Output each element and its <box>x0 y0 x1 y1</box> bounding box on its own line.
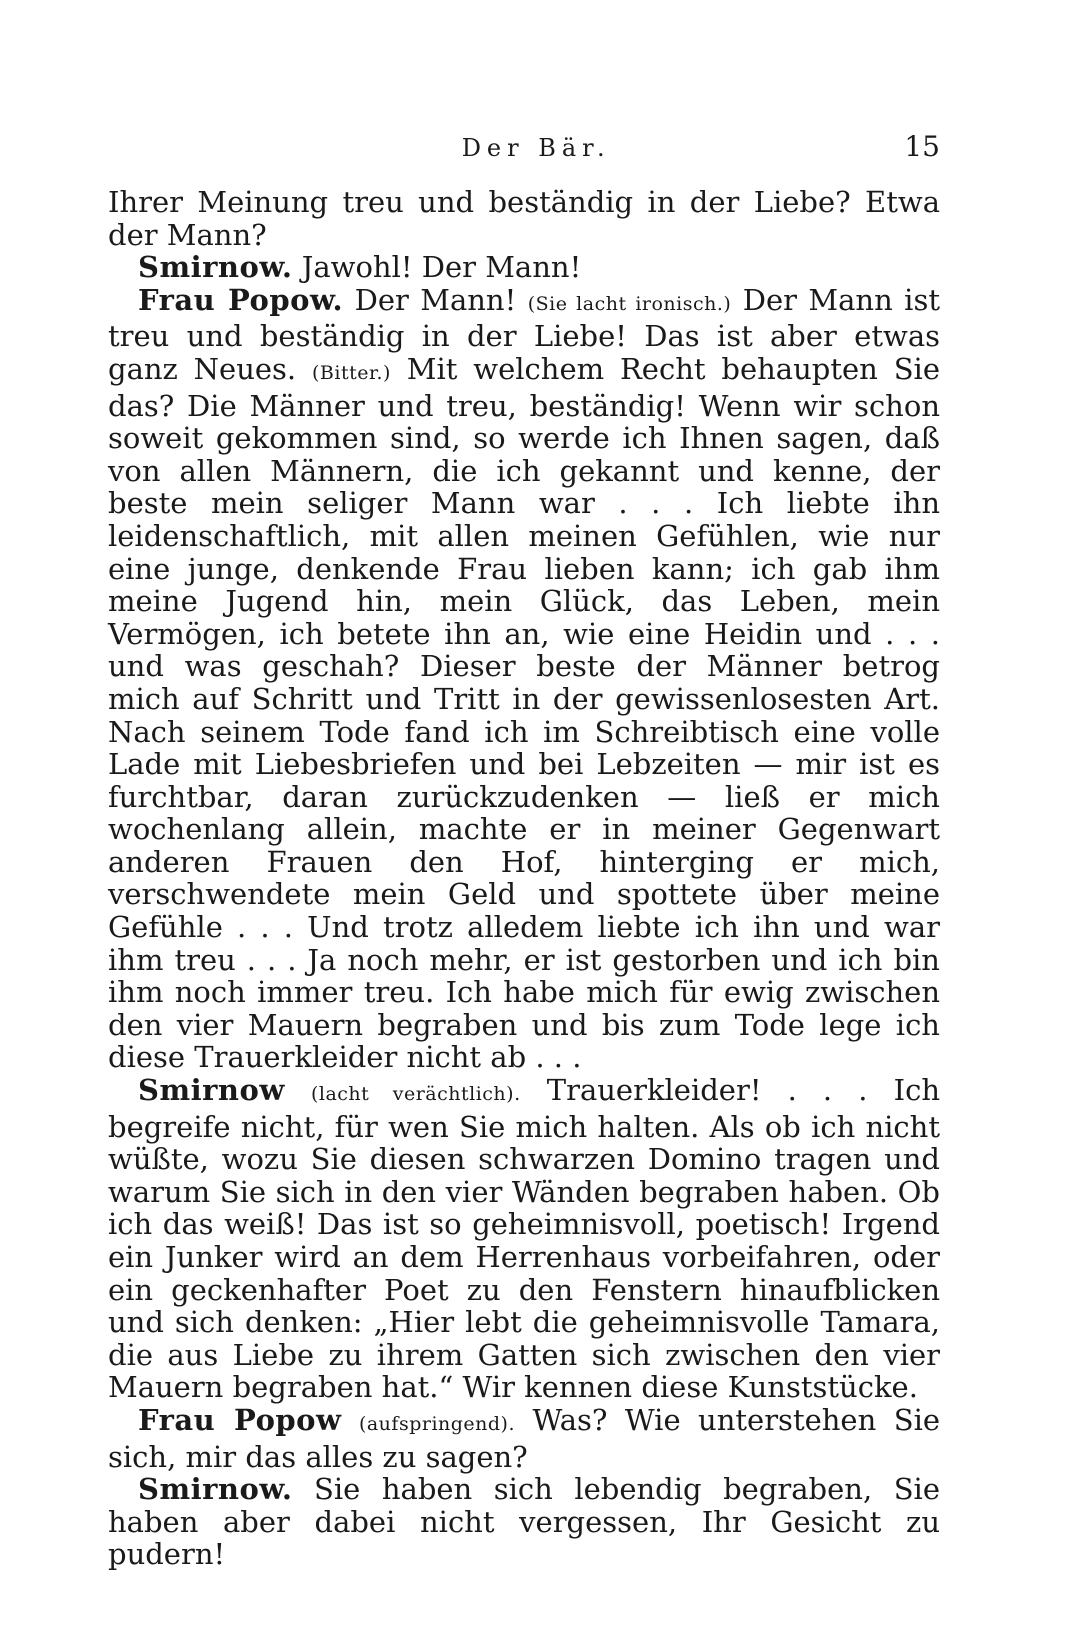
speech-text: Jawohl! Der Mann! <box>292 250 582 285</box>
page-number: 15 <box>904 130 940 163</box>
speech-paragraph <box>108 1074 940 1404</box>
speaker-name: Smirnow. <box>138 1472 293 1507</box>
speech-text: Der Mann ist treu und beständig in der Liebe! Das ist aber etwas ganz Neues. <box>108 282 940 386</box>
stage-direction: (Sie lacht ironisch.) <box>527 292 732 315</box>
speech-text: Trauerkleider! . . . Ich begreife nicht, für wen Sie mich halten. Als ob ich nicht wüßte, wozu Sie diesen schwarzen Domino tragen und warum Sie sich in den vier Wänden begraben haben. Ob ich das weiß! Das ist so geheimnisvoll, poetisch! Irgend ein Junker wird an dem Herrenhaus vorbeifahren, oder ein geckenhafter Poet zu den Fenstern hinaufblicken und sich denken: „Hier lebt die geheimnisvolle Tamara, die aus Liebe zu ihrem Gatten sich zwischen den vier Mauern begraben hat.“ Wir kennen diese Kunststücke. <box>108 1073 940 1405</box>
stage-direction: (aufspringend). <box>358 1412 516 1435</box>
speech-text <box>285 1073 311 1107</box>
speech-paragraph <box>108 251 940 284</box>
speech-text: Sie haben sich lebendig begraben, Sie haben aber dabei nicht vergessen, Ihr Gesicht zu pudern! <box>108 1472 940 1572</box>
speaker-name: Smirnow <box>138 1073 285 1108</box>
continued-paragraph <box>108 186 940 251</box>
speaker-name: Smirnow. <box>138 250 293 285</box>
speech-paragraph <box>108 284 940 1074</box>
stage-direction: (lacht verächtlich). <box>310 1083 521 1106</box>
speech-paragraph <box>108 1404 940 1473</box>
speaker-name: Frau Popow. <box>138 282 344 317</box>
speaker-name: Frau Popow <box>138 1402 342 1437</box>
speech-paragraph <box>108 1473 940 1571</box>
running-title: Der Bär. <box>461 134 611 162</box>
speech-text: Ihrer Meinung treu und beständig in der Liebe? Etwa der Mann? <box>108 185 940 252</box>
speech-text: Der Mann! <box>343 282 528 317</box>
speech-text: Was? Wie unterstehen Sie sich, mir das alles zu sagen? <box>108 1402 941 1474</box>
page-body <box>108 186 940 1571</box>
speech-text: Mit welchem Recht behaupten Sie das? Die Männer und treu, beständig! Wenn wir schon soweit gekommen sind, so werde ich Ihnen sagen, daß von allen Männern, die ich gekannt und kenne, der beste mein seliger Mann war . . . Ich liebte ihn leidenschaftlich, mit allen meinen Gefühlen, wie nur eine junge, denkende Frau lieben kann; ich gab ihm meine Jugend hin, mein Glück, das Leben, mein Vermögen, ich betete ihn an, wie eine Heidin und . . . und was geschah? Dieser beste der Männer betrog mich auf Schritt und Tritt in der gewissenlosesten Art. Nach seinem Tode fand ich im Schreibtisch eine volle Lade mit Liebesbriefen und bei Lebzeiten — mir ist es furchtbar, daran zurückzudenken — ließ er mich wochenlang allein, machte er in meiner Gegenwart anderen Frauen den Hof, hinterging er mich, verschwendete mein Geld und spottete über meine Gefühle . . . Und trotz alledem liebte ich ihn und war ihm treu . . . Ja noch mehr, er ist gestorben und ich bin ihm noch immer treu. Ich habe mich für ewig zwischen den vier Mauern begraben und bis zum Tode lege ich diese Trauerkleider nicht ab . . . <box>108 351 940 1075</box>
stage-direction: (Bitter.) <box>312 361 391 384</box>
speech-text <box>342 1403 359 1437</box>
page-header <box>108 130 940 186</box>
